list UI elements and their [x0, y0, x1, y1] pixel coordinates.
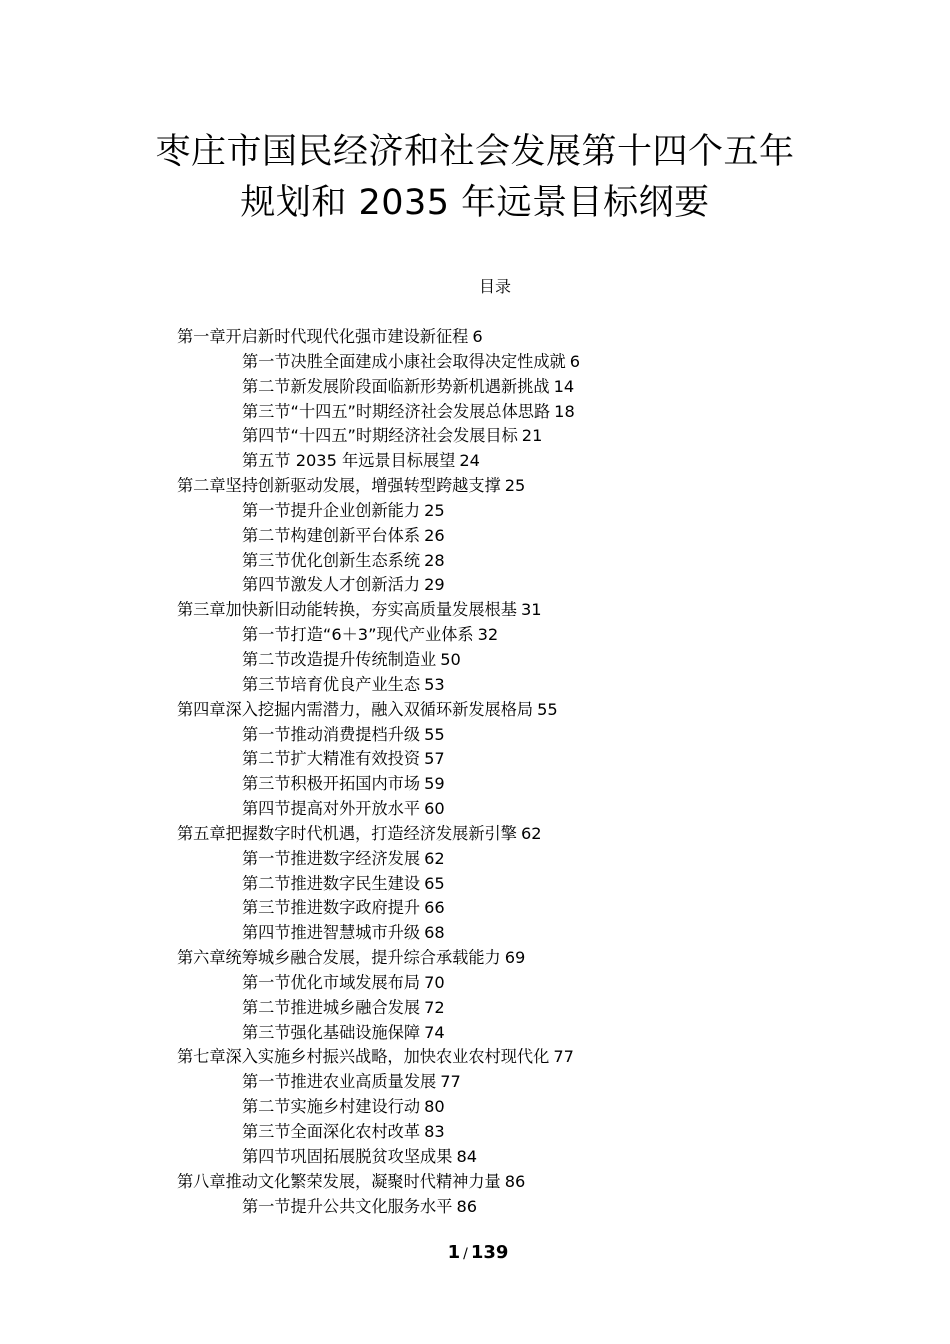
toc-section-entry[interactable]	[0, 723, 950, 748]
toc-section-entry[interactable]	[0, 921, 950, 946]
toc-entry-page-number: 70	[424, 972, 445, 992]
document-title-line-2: 规划和 2035 年远景目标纲要	[240, 183, 710, 223]
toc-entry-title: 第四节提高对外开放水平	[242, 799, 421, 819]
toc-chapter-entry[interactable]	[0, 474, 950, 499]
toc-entry-page-number: 68	[424, 923, 445, 943]
toc-section-entry[interactable]	[0, 673, 950, 698]
toc-entry-title: 第一节推动消费提档升级	[242, 724, 421, 744]
toc-entry-page-number: 62	[520, 823, 542, 843]
toc-entry-page-number: 25	[424, 500, 445, 520]
toc-entry-page-number: 74	[424, 1022, 445, 1042]
toc-entry-title: 第二节新发展阶段面临新形势新机遇新挑战	[242, 376, 550, 396]
toc-entry-title: 第三节培育优良产业生态	[242, 674, 421, 694]
toc-entry-page-number: 28	[424, 550, 445, 570]
toc-entry-title: 第一节打造“6＋3”现代产业体系	[242, 625, 474, 645]
toc-section-entry[interactable]	[0, 1195, 950, 1220]
toc-entry-page-number: 72	[424, 997, 445, 1017]
toc-entry-title: 第二节实施乡村建设行动	[242, 1097, 421, 1117]
toc-entry-page-number: 66	[424, 898, 445, 918]
total-page-count: 139	[470, 1242, 509, 1263]
toc-section-entry[interactable]	[0, 573, 950, 598]
toc-entry-title: 第二章坚持创新驱动发展，增强转型跨越支撑	[177, 476, 501, 496]
toc-entry-title: 第三节全面深化农村改革	[242, 1122, 421, 1141]
toc-entry-title: 第三节“十四五”时期经济社会发展总体思路	[242, 401, 551, 421]
toc-entry-title: 第四节激发人才创新活力	[242, 575, 421, 595]
toc-section-entry[interactable]	[0, 996, 950, 1021]
toc-entry-page-number: 53	[424, 674, 445, 694]
toc-chapter-entry[interactable]	[0, 1045, 950, 1070]
toc-entry-page-number: 25	[504, 476, 526, 496]
toc-section-entry[interactable]	[0, 971, 950, 996]
toc-entry-title: 第七章深入实施乡村振兴战略，加快农业农村现代化	[177, 1047, 550, 1067]
toc-entry-title: 第二节构建创新平台体系	[242, 525, 421, 545]
toc-entry-title: 第五节 2035 年远景目标展望	[242, 451, 456, 471]
toc-section-entry[interactable]	[0, 648, 950, 673]
toc-entry-page-number: 26	[424, 525, 445, 545]
toc-entry-page-number: 83	[424, 1122, 445, 1141]
toc-section-entry[interactable]	[0, 350, 950, 375]
toc-chapter-entry[interactable]	[0, 325, 950, 350]
toc-entry-title: 第一节提升公共文化服务水平	[242, 1196, 453, 1216]
toc-entry-page-number: 29	[424, 575, 445, 595]
toc-section-entry[interactable]	[0, 524, 950, 549]
toc-section-entry[interactable]	[0, 499, 950, 524]
toc-entry-title: 第四节巩固拓展脱贫攻坚成果	[242, 1146, 453, 1166]
toc-entry-page-number: 55	[424, 724, 445, 744]
toc-section-entry[interactable]	[0, 1145, 950, 1170]
toc-chapter-entry[interactable]	[0, 822, 950, 847]
toc-entry-title: 第八章推动文化繁荣发展，凝聚时代精神力量	[177, 1171, 501, 1191]
toc-entry-title: 第三节推进数字政府提升	[242, 898, 421, 918]
table-of-contents	[0, 325, 950, 1219]
toc-entry-page-number: 21	[521, 426, 543, 446]
toc-entry-page-number: 55	[537, 699, 558, 719]
toc-heading: 目录	[478, 277, 511, 296]
toc-section-entry[interactable]	[0, 1095, 950, 1120]
toc-entry-page-number: 18	[554, 401, 575, 421]
toc-entry-page-number: 77	[553, 1047, 574, 1067]
toc-entry-title: 第三章加快新旧动能转换，夯实高质量发展根基	[177, 600, 517, 620]
toc-entry-page-number: 57	[424, 749, 445, 769]
toc-chapter-entry[interactable]	[0, 698, 950, 723]
toc-entry-page-number: 77	[440, 1072, 461, 1092]
toc-entry-page-number: 6	[569, 351, 581, 371]
toc-entry-page-number: 62	[424, 848, 445, 868]
toc-entry-page-number: 86	[456, 1196, 478, 1216]
toc-section-entry[interactable]	[0, 375, 950, 400]
toc-section-entry[interactable]	[0, 896, 950, 921]
toc-entry-page-number: 80	[424, 1097, 445, 1117]
toc-section-entry[interactable]	[0, 623, 950, 648]
toc-entry-page-number: 32	[477, 625, 499, 645]
toc-chapter-entry[interactable]	[0, 946, 950, 971]
page-separator: /	[463, 1246, 468, 1262]
toc-section-entry[interactable]	[0, 772, 950, 797]
toc-entry-title: 第三节积极开拓国内市场	[242, 774, 421, 794]
toc-entry-title: 第三节优化创新生态系统	[242, 550, 421, 570]
toc-entry-page-number: 31	[520, 600, 542, 620]
toc-section-entry[interactable]	[0, 747, 950, 772]
toc-entry-title: 第一节提升企业创新能力	[242, 500, 421, 520]
toc-entry-title: 第二节推进数字民生建设	[242, 873, 421, 893]
toc-chapter-entry[interactable]	[0, 1170, 950, 1195]
toc-section-entry[interactable]	[0, 449, 950, 474]
toc-section-entry[interactable]	[0, 797, 950, 822]
toc-entry-page-number: 24	[459, 451, 480, 471]
toc-entry-title: 第一章开启新时代现代化强市建设新征程	[177, 327, 469, 346]
toc-section-entry[interactable]	[0, 1070, 950, 1095]
toc-entry-page-number: 86	[504, 1171, 526, 1191]
toc-entry-title: 第四节“十四五”时期经济社会发展目标	[242, 426, 518, 446]
toc-entry-page-number: 59	[424, 774, 445, 794]
current-page-number: 1	[447, 1242, 461, 1263]
toc-entry-title: 第二节扩大精准有效投资	[242, 749, 421, 769]
toc-entry-title: 第二节改造提升传统制造业	[242, 649, 437, 669]
page-indicator	[0, 1241, 950, 1266]
toc-entry-page-number: 69	[504, 948, 526, 968]
toc-section-entry[interactable]	[0, 549, 950, 574]
toc-section-entry[interactable]	[0, 872, 950, 897]
toc-entry-title: 第一节优化市域发展布局	[242, 972, 421, 992]
toc-entry-title: 第三节强化基础设施保障	[242, 1022, 421, 1042]
toc-entry-page-number: 65	[424, 873, 445, 893]
toc-entry-title: 第四章深入挖掘内需潜力，融入双循环新发展格局	[177, 699, 534, 719]
toc-entry-page-number: 50	[440, 649, 461, 669]
toc-entry-page-number: 14	[553, 376, 575, 396]
toc-entry-page-number: 60	[424, 799, 445, 819]
toc-entry-title: 第一节决胜全面建成小康社会取得决定性成就	[242, 351, 566, 371]
toc-entry-title: 第一节推进数字经济发展	[242, 848, 421, 868]
document-title-line-1: 枣庄市国民经济和社会发展第十四个五年	[155, 132, 795, 172]
toc-section-entry[interactable]	[0, 847, 950, 872]
toc-section-entry[interactable]	[0, 400, 950, 425]
toc-section-entry[interactable]	[0, 424, 950, 449]
toc-section-entry[interactable]	[0, 1120, 950, 1145]
toc-entry-title: 第六章统筹城乡融合发展，提升综合承载能力	[177, 948, 501, 968]
toc-section-entry[interactable]	[0, 1021, 950, 1046]
toc-entry-page-number: 6	[472, 327, 483, 346]
toc-entry-title: 第五章把握数字时代机遇，打造经济发展新引擎	[177, 823, 517, 843]
toc-entry-page-number: 84	[456, 1146, 478, 1166]
toc-entry-title: 第四节推进智慧城市升级	[242, 923, 421, 943]
toc-entry-title: 第二节推进城乡融合发展	[242, 997, 421, 1017]
toc-entry-title: 第一节推进农业高质量发展	[242, 1072, 437, 1092]
toc-chapter-entry[interactable]	[0, 598, 950, 623]
